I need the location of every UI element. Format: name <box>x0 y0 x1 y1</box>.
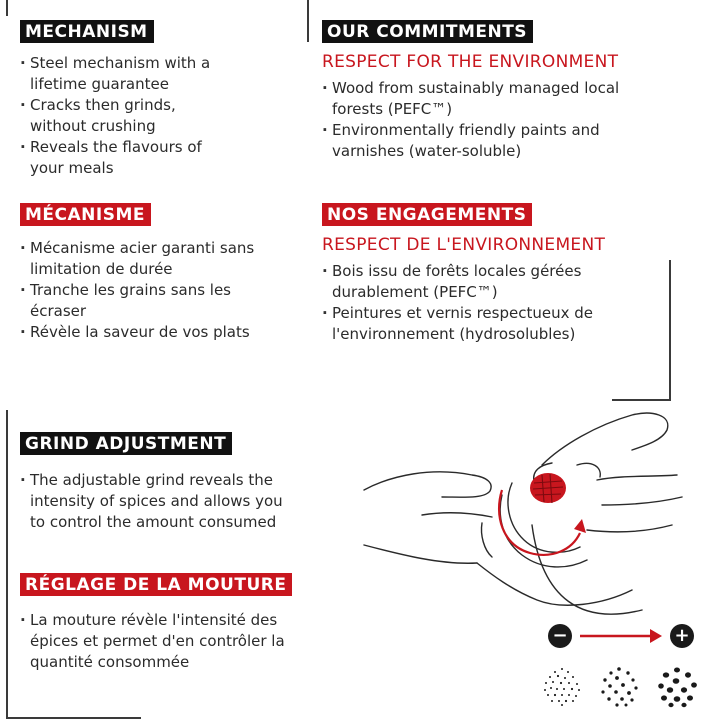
list-item: · Environmentally friendly paints and varnishes (water-soluble) <box>322 120 652 162</box>
grind-scale <box>548 624 698 714</box>
grind-fr-title: RÉGLAGE DE LA MOUTURE <box>20 573 292 596</box>
coarse-grind-icon <box>656 664 700 708</box>
list-item: · Révèle la saveur de vos plats <box>20 322 250 343</box>
medium-grind-icon <box>598 664 642 708</box>
commitments-en-section <box>322 20 692 162</box>
mechanism-en-list <box>20 53 290 179</box>
frame-line-bottom <box>6 717 141 719</box>
mechanism-en-section <box>20 20 290 179</box>
commitments-en-subtitle: RESPECT FOR THE ENVIRONMENT <box>322 52 619 72</box>
frame-line-center-top <box>307 0 309 42</box>
hand-grinder-adjustment-icon <box>362 405 692 645</box>
fine-grind-icon <box>540 664 584 708</box>
arrow-right-icon <box>580 624 664 648</box>
list-item: · Tranche les grains sans les écraser <box>20 280 245 322</box>
mechanism-fr-section <box>20 203 290 343</box>
commitments-en-title: OUR COMMITMENTS <box>322 20 533 43</box>
mechanism-fr-title: MÉCANISME <box>20 203 151 226</box>
grind-fr-list <box>20 610 320 673</box>
frame-line-left-vertical <box>6 410 8 718</box>
grind-en-list <box>20 470 320 533</box>
grind-en-section <box>20 432 320 533</box>
mechanism-fr-list <box>20 238 290 343</box>
frame-line-right-horizontal <box>612 399 671 401</box>
commitments-fr-title: NOS ENGAGEMENTS <box>322 203 532 226</box>
commitments-fr-list <box>322 261 692 345</box>
list-item: · Wood from sustainably managed local forests (PEFC™) <box>322 78 662 120</box>
list-item: · Reveals the flavours of your meals <box>20 137 230 179</box>
grind-en-title: GRIND ADJUSTMENT <box>20 432 232 455</box>
list-item: · La mouture révèle l'intensité des épices et permet d'en contrôler la quantité consommée <box>20 610 315 673</box>
plus-icon: + <box>670 624 694 648</box>
list-item: · The adjustable grind reveals the intensity of spices and allows you to control the amount consumed <box>20 470 295 533</box>
list-item: · Peintures et vernis respectueux de l'environnement (hydrosolubles) <box>322 303 632 345</box>
list-item: · Mécanisme acier garanti sans limitation de durée <box>20 238 255 280</box>
commitments-fr-section <box>322 203 692 345</box>
frame-line-top-left <box>6 0 8 16</box>
minus-icon: − <box>548 624 572 648</box>
commitments-en-list <box>322 78 692 162</box>
list-item: · Bois issu de forêts locales gérées durablement (PEFC™) <box>322 261 637 303</box>
commitments-fr-subtitle: RESPECT DE L'ENVIRONNEMENT <box>322 235 606 255</box>
list-item: · Cracks then grinds, without crushing <box>20 95 200 137</box>
mechanism-en-title: MECHANISM <box>20 20 154 43</box>
list-item: · Steel mechanism with a lifetime guarantee <box>20 53 240 95</box>
grind-fr-section <box>20 573 320 673</box>
